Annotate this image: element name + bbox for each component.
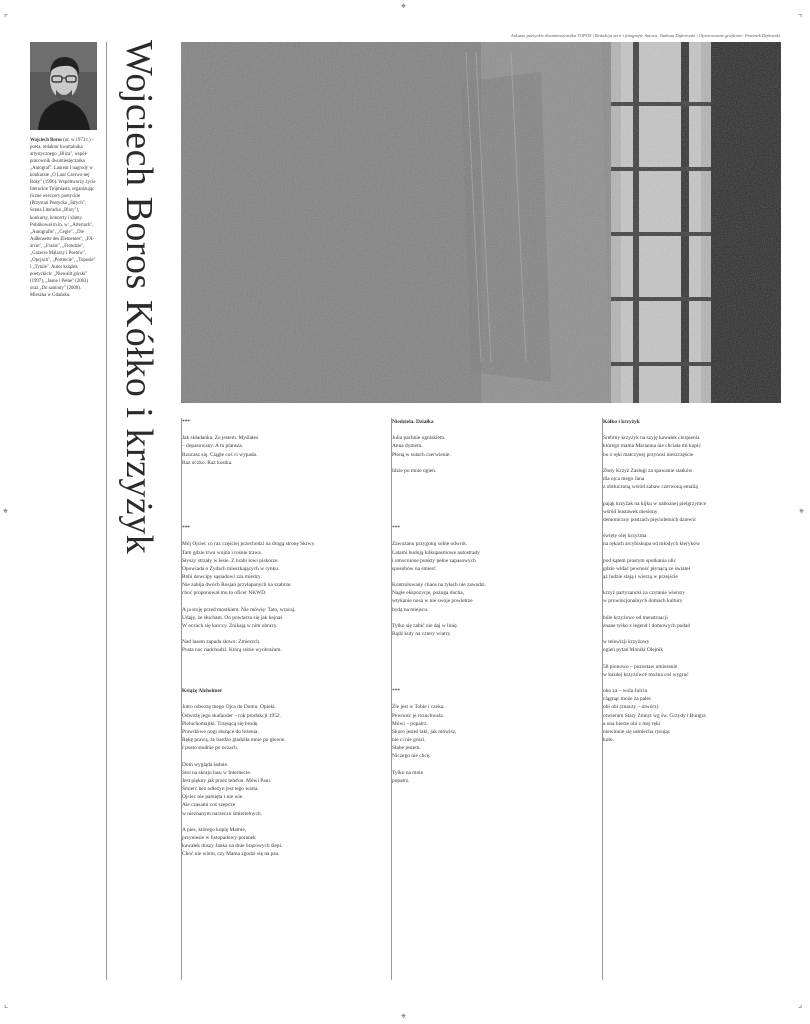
poem-line: Julia pachnie ogniskiem. [392, 435, 446, 442]
poem-line: ciągnąc może za palec [603, 696, 652, 703]
corner-mark-br: ⌟ [798, 999, 803, 1009]
author-name: Wojciech Boros [30, 138, 63, 143]
poem-title: Książę Alzheimer [182, 688, 223, 695]
author-bio-text: (ur. w 1973 r.) – poeta, redaktor kwartalnika artystycznego „Bliza", współ-pracownik dwumiesięcznika „Autograf". Laureat I nagrody w konkursie „O Laur Czerwo-nej Róży" (1996). Współtworzy życie literackie Trójmiasta, organizując liczne wieczory poetyckie (Przystań Poetycka „Strych", Scena Literacka „Blizy"), konkursy, koncerty i slamy. Publikował m.in. w: „Arteriach", „Autografie", „Cegle", „Die Außenseite des Elementes", „FA-arcie", „Frazie", „Frondzie", „Gazecie Malarzy i Poetów", „Opcjach", „Portrecie", „Toposie" i „Tytule". Autor książek poetyckich: „Niewalit górski" (1997), „Jasne i Pełne" (2003) oraz „Do samiuty" (2008). Mieszka w Gdańsku. [30, 138, 96, 299]
poem-line: bydą na miejscu. [392, 606, 429, 613]
poem-line: Tam gdzie trwa wojna i rośnie trawa. [182, 549, 263, 556]
poem-line: Bądź kuty na cztery wiatry. [392, 631, 452, 638]
poem-line: demoniczny postrach pięcioletnich dziewic [603, 516, 697, 523]
poem-column-1 [182, 418, 387, 858]
poem-line [392, 459, 597, 467]
poem-line [182, 597, 387, 605]
poem-line [182, 818, 387, 826]
poem-line: Dom wygląda ładnie. [182, 761, 229, 768]
poem-line: W oczach się kurczy. Znikają w nim obrazy. [182, 622, 278, 629]
poem-line: Pieluchomajtki. Trzęsącą się brodę. [182, 720, 259, 727]
poem-line: kawałek duszy Janka na dnie brązowych ślepi. [182, 843, 283, 850]
poem-line: koło. [603, 737, 614, 744]
poem-column-3 [603, 418, 788, 744]
poem-line: Pusta noc nadchodzi. Którą sobie wyobrażam. [182, 647, 282, 654]
author-bio [30, 137, 96, 299]
poem-line: A pies, którego kupię Mamie, [182, 826, 247, 833]
poem-line: bóle krzyżowe od menstruacji [603, 614, 668, 621]
poem-line: wtykanie nosa w nie swoje powietrze [392, 598, 473, 605]
poem-line: Złoty Krzyż Zasługi za spawanie statków [603, 467, 693, 474]
poem-line [603, 549, 788, 557]
poem-line [603, 491, 788, 499]
poem-line: Jest piękny jak przez telefon. Mówi Pani. [182, 777, 272, 784]
poem-line [603, 679, 788, 687]
poem-line: pająk krzyżak na kijku w naboznej pielgrzymce [603, 500, 706, 507]
poem-line: pod kątem prostym spotkania ulic [603, 557, 677, 564]
poem-line: krzyż partyzancki za czytanie wierszy [603, 590, 686, 597]
poem-line: wśród hustawek niesiony [603, 508, 658, 515]
cover-photograph [181, 42, 781, 403]
corner-mark-bl: ⌞ [4, 999, 9, 1009]
poem-line: Robi dowcipy sąsiadowi zza miedzy. [182, 573, 262, 580]
crop-mark-bottom: ⌖ [401, 1011, 407, 1021]
poem-line: Idzie po mnie ogień. [392, 467, 437, 474]
crop-mark-left: ⌖ [3, 506, 9, 516]
poem-line: obi obi (znaczy – otwórz) [603, 704, 659, 711]
corner-mark-tl: ⌜ [4, 13, 9, 23]
poem-line: Słyszy strzały w lesie. Z hrabi łowi piskorze. [182, 557, 279, 564]
poem-line: Rzucasz się. Ciągle coś ci wypada. [182, 451, 258, 458]
poem-line: znane tylko z legend i domowych podań [603, 622, 691, 629]
poem-title: *** [392, 688, 401, 695]
poem-line: Jak składanka. Ze jestem. Myślałeś [182, 435, 259, 442]
author-portrait [30, 42, 97, 130]
poem-line: ogień pytań Moniki Olejnik [603, 647, 664, 654]
poem-line: Kontrolowany chaos na tyłach nie zawadzi. [392, 582, 487, 589]
title-text: Wojciech Boros Kółko i krzyżyk [118, 40, 160, 555]
poem-line: którego mama Marianna nie chciała mi kupić [603, 443, 701, 450]
poem-line: Pewność je rozuchwala. [392, 712, 444, 719]
poem-body [182, 434, 387, 467]
poem-line: Tylko się zabić nie daj w linię. [392, 622, 458, 629]
poem-line: dla ojca mego Jana [603, 476, 645, 483]
poem-line [392, 761, 597, 769]
poem-line: – dopasowany. A tu plansza. [182, 443, 244, 450]
poem-line: ąż ludzie stają i wierzą w przejście [603, 573, 678, 580]
poem-line: choć proponował mu to oficer NKWD. [182, 590, 267, 597]
poem-line: Choć nie wiem, czy Mama zgodzi się na psa. [182, 851, 280, 858]
crop-mark-right: ⌖ [799, 506, 805, 516]
poem-line: przyniesie w listopadowy poranek [182, 834, 256, 841]
poem-line [392, 573, 597, 581]
poem-line: Śmierć bez odleżyn jest tego warta. [182, 786, 259, 793]
poem-line: popatrz. [392, 777, 410, 784]
poem-line: Udaję, że słucham. On powtarza się jak hejnał. [182, 614, 284, 621]
poem-line: I pusto studnie po oczach. [182, 745, 239, 752]
poem-line: Nie zabija dwóch Rosjan przyłapanych na szabrze. [182, 582, 292, 589]
poem-body [603, 434, 788, 744]
poem-line [603, 606, 788, 614]
poem-line: Anna dymem. [392, 443, 423, 450]
poem-title: *** [182, 525, 191, 532]
poem-line: bo z ręki matczynej przynosi nieszczęście [603, 451, 694, 458]
poem-line: sposobów na śmierć. [392, 565, 438, 572]
poem-body [182, 703, 387, 858]
poem-title: *** [392, 525, 401, 532]
poem-line: Nad lasem zapada słowo: Zmierzch. [182, 639, 261, 646]
corner-mark-tr: ⌝ [798, 13, 803, 23]
poem-line: Zawożanu przygotuj sobie odwrót. [392, 541, 468, 548]
poem-body [392, 540, 597, 638]
poem-body [182, 540, 387, 654]
poem-line: Mój Ojciec co raz częściej przechodzi na drugą stronę Skrwy. [182, 541, 316, 548]
vertical-title [113, 40, 163, 600]
poem-line: w prowincjonalnych domach kultury [603, 598, 683, 605]
poem-line: Źle jest w Tobie i czeka. [392, 704, 445, 711]
poem-line: Opowiada o Żydach mieszkających w rynku. [182, 565, 280, 572]
poem-title: Niedziela. Działka [392, 419, 434, 425]
poem-line: Tylko na mnie [392, 769, 424, 776]
poem-line: A ja stoję przed mostkiem. Nie mówię: Tato, wracaj. [182, 606, 296, 613]
poem-line: na rękach arcybiskupa od młodych kleryków [603, 541, 700, 548]
poem-line: w każdej krzyżówce można coś wygrać [603, 671, 689, 678]
poem-line: 58 pionowo – pozostaw umieranie [603, 663, 678, 670]
poem-line [392, 614, 597, 622]
poem-line: Mówi – popatrz. [392, 720, 428, 727]
crop-mark-top: ⌖ [401, 1, 407, 11]
poem-line [603, 581, 788, 589]
poem-line: Rękę prawą, że bardzo gładziła mnie po głowie. [182, 737, 286, 744]
poem-line [603, 459, 788, 467]
poem-line: Odwożę jego skafander – rok produkcji 1952. [182, 712, 281, 719]
poem-line: w nieznanym narzeczu śmiertelnych. [182, 810, 262, 817]
poem-line: oko za – wola Julcia [603, 688, 648, 695]
poem-column-2 [392, 418, 597, 785]
poem-line: Niczego nie chcę. [392, 753, 431, 760]
poem-line: święty olej krzyżma [603, 533, 647, 540]
poem-line [603, 630, 788, 638]
poem-line: nie ci nie grozi. [392, 737, 426, 744]
poem-title: *** [182, 419, 191, 425]
poem-line: Srebrny krzyżyk na szyję kawałek cierpienia [603, 435, 700, 442]
poem-line: niewinnie się uśmiecha rysując [603, 728, 671, 735]
series-credits: Arkusze poetyckie dwumiesięcznika TOPOS | Redakcja serii i fotografie Autora: Tadeusz Dąbrowski | Opracowanie graficzne: Przemek Dębowski [510, 33, 780, 38]
poem-line [603, 524, 788, 532]
poem-line: Skoro jesteś taki, jak mówisz, [392, 728, 457, 735]
poem-line: Słabe jestem. [392, 745, 421, 752]
poem-body [392, 434, 597, 475]
poem-line: otwieram Stary Zmnyt wg św. Grzydy i Bungra [603, 712, 706, 719]
poem-line [603, 655, 788, 663]
poem-body [392, 703, 597, 785]
poem-line: Płoną w sutach czerwienie. [392, 451, 451, 458]
poem-line: Jutro odwozę mego Ojca do Domu. Opieki. [182, 704, 277, 711]
poem-line: a ona bierze obi z mej ręki [603, 720, 661, 727]
poem-line: w telewizji krzyżowy [603, 639, 650, 646]
poem-title: Kółko i krzyżyk [603, 419, 640, 425]
poem-line: Ojciec nie pamięta i nie wie. [182, 794, 244, 801]
poem-line: Raz oczko. Raz kostka. [182, 459, 233, 466]
poem-line: Nagłe ekspozycje, pożoga ducha, [392, 590, 464, 597]
column-rule-left [106, 42, 107, 980]
poem-line: gdzie widać pewność płynącą ze świateł [603, 565, 690, 572]
poem-line: Ale czasami coś szepcze [182, 802, 236, 809]
poem-line: Prawdziwe nogi służące do leżenia. [182, 728, 259, 735]
poem-line: Latami budują kilkupasmowe autostrady [392, 549, 480, 556]
poem-line: z obtłuczoną wśród zabaw czerwoną emalią [603, 484, 698, 491]
poem-line: Stoi na skraju lasu w Internecie. [182, 769, 252, 776]
poem-line [182, 752, 387, 760]
poem-line: i umocnione punkty pełne zapasowych [392, 557, 476, 564]
poem-line [182, 630, 387, 638]
